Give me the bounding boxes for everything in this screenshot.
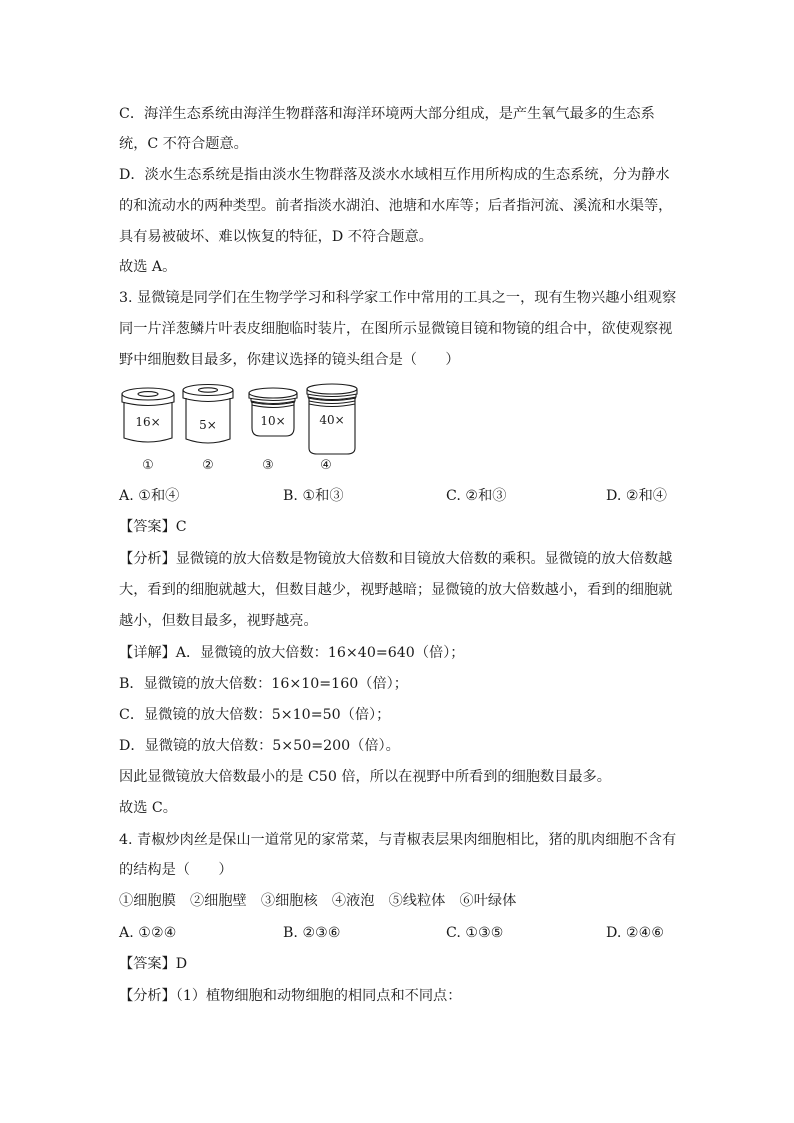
microscope-lens-figure — [118, 382, 378, 474]
lens-3-magnification: 10× — [260, 414, 286, 428]
lens-3-number: ③ — [262, 458, 274, 473]
analysis-3-line-3: 越小，但数目最多，视野越亮。 — [119, 613, 318, 629]
q3-option-c: C. ②和③ — [446, 488, 507, 504]
question-3-line-1: 3. 显微镜是同学们在生物学学习和科学家工作中常用的工具之一，现有生物兴趣小组观察 — [119, 290, 677, 306]
q3-option-b: B. ①和③ — [283, 488, 344, 504]
q4-option-a: A. ①②④ — [119, 925, 177, 941]
q4-option-b: B. ②③⑥ — [283, 925, 341, 941]
text-line-d-freshwater-2: 的和流动水的两种类型。前者指淡水湖泊、池塘和水库等；后者指河流、溪流和水渠等， — [119, 198, 673, 214]
analysis-3-line-2: 大，看到的细胞就越大，但数目越少，视野越暗；显微镜的放大倍数越小，看到的细胞就 — [119, 582, 673, 598]
analysis-4-line-1: 【分析】（1）植物细胞和动物细胞的相同点和不同点： — [119, 988, 462, 1004]
detail-3-conclusion: 因此显微镜放大倍数最小的是 C50 倍，所以在视野中所看到的细胞数目最多。 — [119, 769, 611, 785]
text-line-c-ocean: C．海洋生态系统由海洋生物群落和海洋环境两大部分组成，是产生氧气最多的生态系 — [119, 106, 655, 122]
analysis-3-line-1: 【分析】显微镜的放大倍数是物镜放大倍数和目镜放大倍数的乘积。显微镜的放大倍数越 — [119, 551, 673, 567]
lens-figure-svg — [118, 382, 378, 474]
lens-2-magnification: 5× — [199, 418, 217, 432]
detail-3-line-d: D．显微镜的放大倍数：5×50=200（倍）。 — [119, 738, 400, 754]
question-4-structures: ①细胞膜 ②细胞壁 ③细胞核 ④液泡 ⑤线粒体 ⑥叶绿体 — [119, 893, 517, 909]
question-3-line-3: 野中细胞数目最多，你建议选择的镜头组合是（ ） — [119, 352, 460, 368]
detail-3-line-a: 【详解】A．显微镜的放大倍数：16×40=640（倍）； — [119, 645, 465, 661]
q4-option-c: C. ①③⑤ — [446, 925, 504, 941]
lens-1-magnification: 16× — [135, 415, 161, 429]
answer-4: 【答案】D — [119, 956, 188, 972]
answer-3: 【答案】C — [119, 519, 187, 535]
objective-10x-icon — [249, 388, 297, 436]
question-3-line-2: 同一片洋葱鳞片叶表皮细胞临时装片，在图所示显微镜目镜和物镜的组合中，欲使观察视 — [119, 321, 673, 337]
q3-option-d: D. ②和④ — [606, 488, 667, 504]
q3-option-a: A. ①和④ — [119, 488, 180, 504]
text-line-choose-a: 故选 A。 — [119, 259, 177, 275]
text-line-c-ocean-end: 统，C 不符合题意。 — [119, 136, 248, 152]
lens-4-number: ④ — [320, 458, 332, 473]
question-4-line-2: 的结构是（ ） — [119, 862, 233, 878]
detail-3-line-c: C．显微镜的放大倍数：5×10=50（倍）； — [119, 707, 391, 723]
lens-2-number: ② — [202, 458, 214, 473]
q4-option-d: D. ②④⑥ — [606, 925, 665, 941]
text-line-d-freshwater-3: 具有易被破坏、难以恢复的特征，D 不符合题意。 — [119, 229, 433, 245]
detail-3-choose-c: 故选 C。 — [119, 800, 177, 816]
question-4-line-1: 4. 青椒炒肉丝是保山一道常见的家常菜，与青椒表层果肉细胞相比，猪的肌肉细胞不含有 — [119, 832, 677, 848]
eyepiece-5x-icon — [183, 385, 233, 444]
text-line-d-freshwater: D．淡水生态系统是指由淡水生物群落及淡水水域相互作用所构成的生态系统，分为静水 — [119, 167, 670, 183]
detail-3-line-b: B．显微镜的放大倍数：16×10=160（倍）； — [119, 676, 408, 692]
lens-1-number: ① — [142, 458, 154, 473]
lens-4-magnification: 40× — [319, 413, 345, 427]
